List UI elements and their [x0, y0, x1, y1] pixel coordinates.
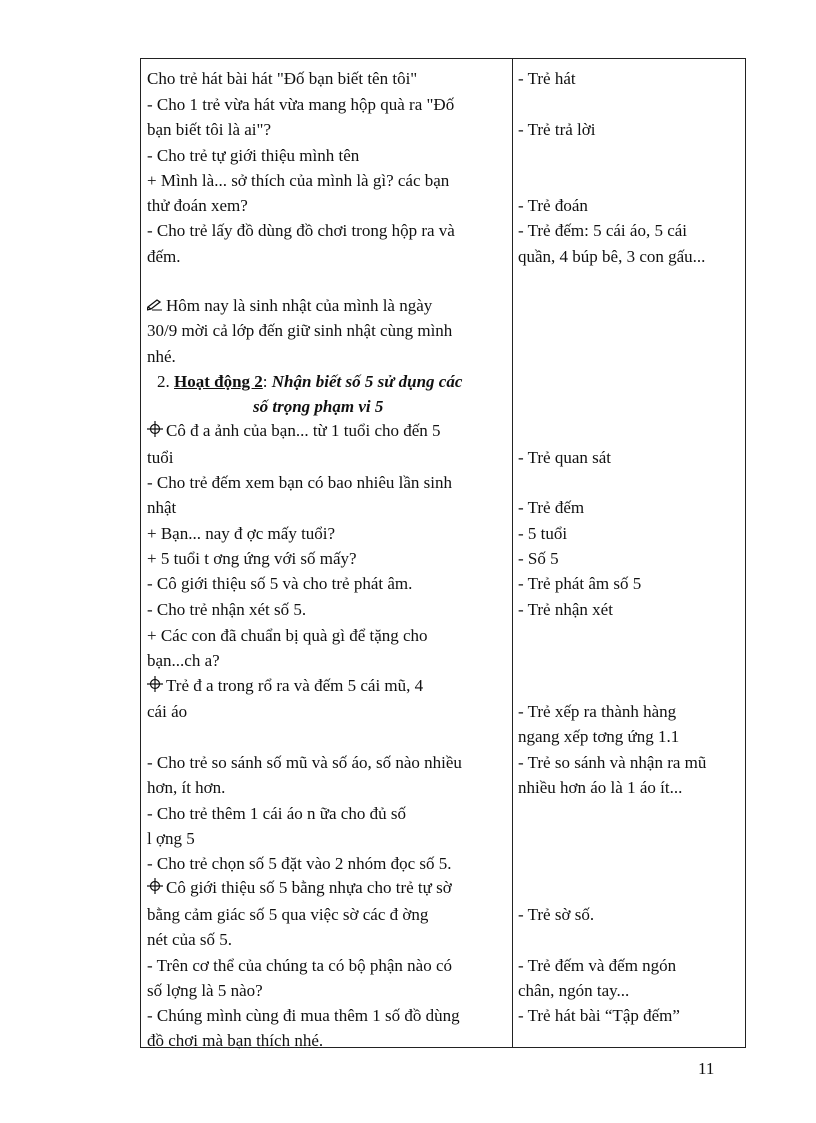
text-line: Cho trẻ hát bài hát "Đố bạn biết tên tôi"	[147, 69, 418, 88]
text-span: Cô đ a ảnh của bạn... từ 1 tuổi cho đến 5	[166, 421, 441, 440]
text-line-with-icon	[147, 878, 452, 898]
text-line: - Trẻ đếm	[518, 498, 585, 517]
text-line: - Trẻ hát bài “Tập đếm”	[518, 1006, 680, 1025]
text-line: - Trẻ trả lời	[518, 120, 596, 139]
text-line: + Mình là... sở thích của mình là gì? các bạn	[147, 171, 450, 190]
text-line: bạn biết tôi là ai"?	[147, 120, 272, 139]
text-line: + Các con đã chuẩn bị quà gì để tặng cho	[147, 626, 428, 645]
column-divider	[512, 59, 513, 1047]
text-line: - Trẻ nhận xét	[518, 600, 613, 619]
text-line: + 5 tuổi t ơng ứng với số mấy?	[147, 549, 357, 568]
text-line-with-icon	[147, 296, 432, 316]
text-line: chân, ngón tay...	[518, 981, 630, 1000]
text-line: quần, 4 búp bê, 3 con gấu...	[518, 247, 706, 266]
text-line: - Cho trẻ so sánh số mũ và số áo, số nào nhiều	[147, 753, 462, 772]
text-line: bạn...ch a?	[147, 651, 220, 670]
text-line: - Cho trẻ đếm xem bạn có bao nhiêu lần sinh	[147, 473, 452, 492]
text-line: - Trẻ đếm: 5 cái áo, 5 cái	[518, 221, 688, 240]
text-line: nét của số 5.	[147, 930, 232, 949]
crosshair-icon	[147, 878, 163, 894]
text-line: - Trên cơ thể của chúng ta có bộ phận nào có	[147, 956, 452, 975]
crosshair-icon	[147, 421, 163, 437]
text-line: - Cho trẻ lấy đồ dùng đồ chơi trong hộp ra và	[147, 221, 455, 240]
text-span: Cô giới thiệu số 5 bằng nhựa cho trẻ tự sờ	[166, 878, 452, 897]
text-line: - Cho trẻ tự giới thiệu mình tên	[147, 146, 360, 165]
text-line: đếm.	[147, 247, 181, 266]
text-line-with-icon	[147, 421, 441, 441]
text-line: hơn, ít hơn.	[147, 778, 226, 797]
section-number: 2.	[157, 372, 174, 391]
text-line: - Trẻ xếp ra thành hàng	[518, 702, 677, 721]
page-number: 11	[698, 1059, 715, 1078]
text-line: - Trẻ sờ số.	[518, 905, 595, 924]
text-line: cái áo	[147, 702, 188, 721]
text-line: - Trẻ hát	[518, 69, 576, 88]
crosshair-icon	[147, 676, 163, 692]
text-line: - Cho trẻ thêm 1 cái áo n ữa cho đủ số	[147, 804, 406, 823]
text-line: - Trẻ đếm và đếm ngón	[518, 956, 677, 975]
section-heading	[157, 372, 462, 392]
text-line: - 5 tuổi	[518, 524, 568, 543]
text-line: số lợng là 5 nào?	[147, 981, 263, 1000]
text-line-with-icon	[147, 676, 423, 696]
activity-title: Hoạt động 2	[174, 372, 263, 391]
text-line: - Trẻ phát âm số 5	[518, 574, 642, 593]
activity-subtitle-cont: số trọng phạm vi 5	[253, 397, 384, 416]
text-line: - Cho 1 trẻ vừa hát vừa mang hộp quà ra "Đố	[147, 95, 455, 114]
text-line: nhiều hơn áo là 1 áo ít...	[518, 778, 683, 797]
text-line: l ợng 5	[147, 829, 195, 848]
text-line: - Chúng mình cùng đi mua thêm 1 số đồ dùng	[147, 1006, 460, 1025]
text-line: - Cho trẻ chọn số 5 đặt vào 2 nhóm đọc số 5.	[147, 854, 452, 873]
text-line: - Trẻ đoán	[518, 196, 588, 215]
text-line: - Số 5	[518, 549, 559, 568]
text-line: nhé.	[147, 347, 176, 366]
activity-table	[140, 58, 746, 1048]
text-span: Trẻ đ a trong rổ ra và đếm 5 cái mũ, 4	[166, 676, 424, 695]
text-line: ngang xếp tơng ứng 1.1	[518, 727, 680, 746]
heading-colon: :	[262, 372, 272, 391]
pencil-icon	[147, 296, 163, 312]
text-line: + Bạn... nay đ ợc mấy tuổi?	[147, 524, 336, 543]
text-line: tuổi	[147, 448, 174, 467]
text-line: nhật	[147, 498, 177, 517]
text-line: - Trẻ so sánh và nhận ra mũ	[518, 753, 707, 772]
text-line: bằng cảm giác số 5 qua việc sờ các đ ờng	[147, 905, 429, 924]
text-line: - Cho trẻ nhận xét số 5.	[147, 600, 307, 619]
text-line: đồ chơi mà bạn thích nhé.	[147, 1031, 324, 1050]
text-line: - Cô giới thiệu số 5 và cho trẻ phát âm.	[147, 574, 413, 593]
text-span: Hôm nay là sinh nhật của mình là ngày	[166, 296, 433, 315]
text-line: thử đoán xem?	[147, 196, 248, 215]
text-line: 30/9 mời cả lớp đến giữ sinh nhật cùng mình	[147, 321, 453, 340]
activity-subtitle: Nhận biết số 5 sử dụng các	[271, 372, 463, 391]
text-line: - Trẻ quan sát	[518, 448, 612, 467]
